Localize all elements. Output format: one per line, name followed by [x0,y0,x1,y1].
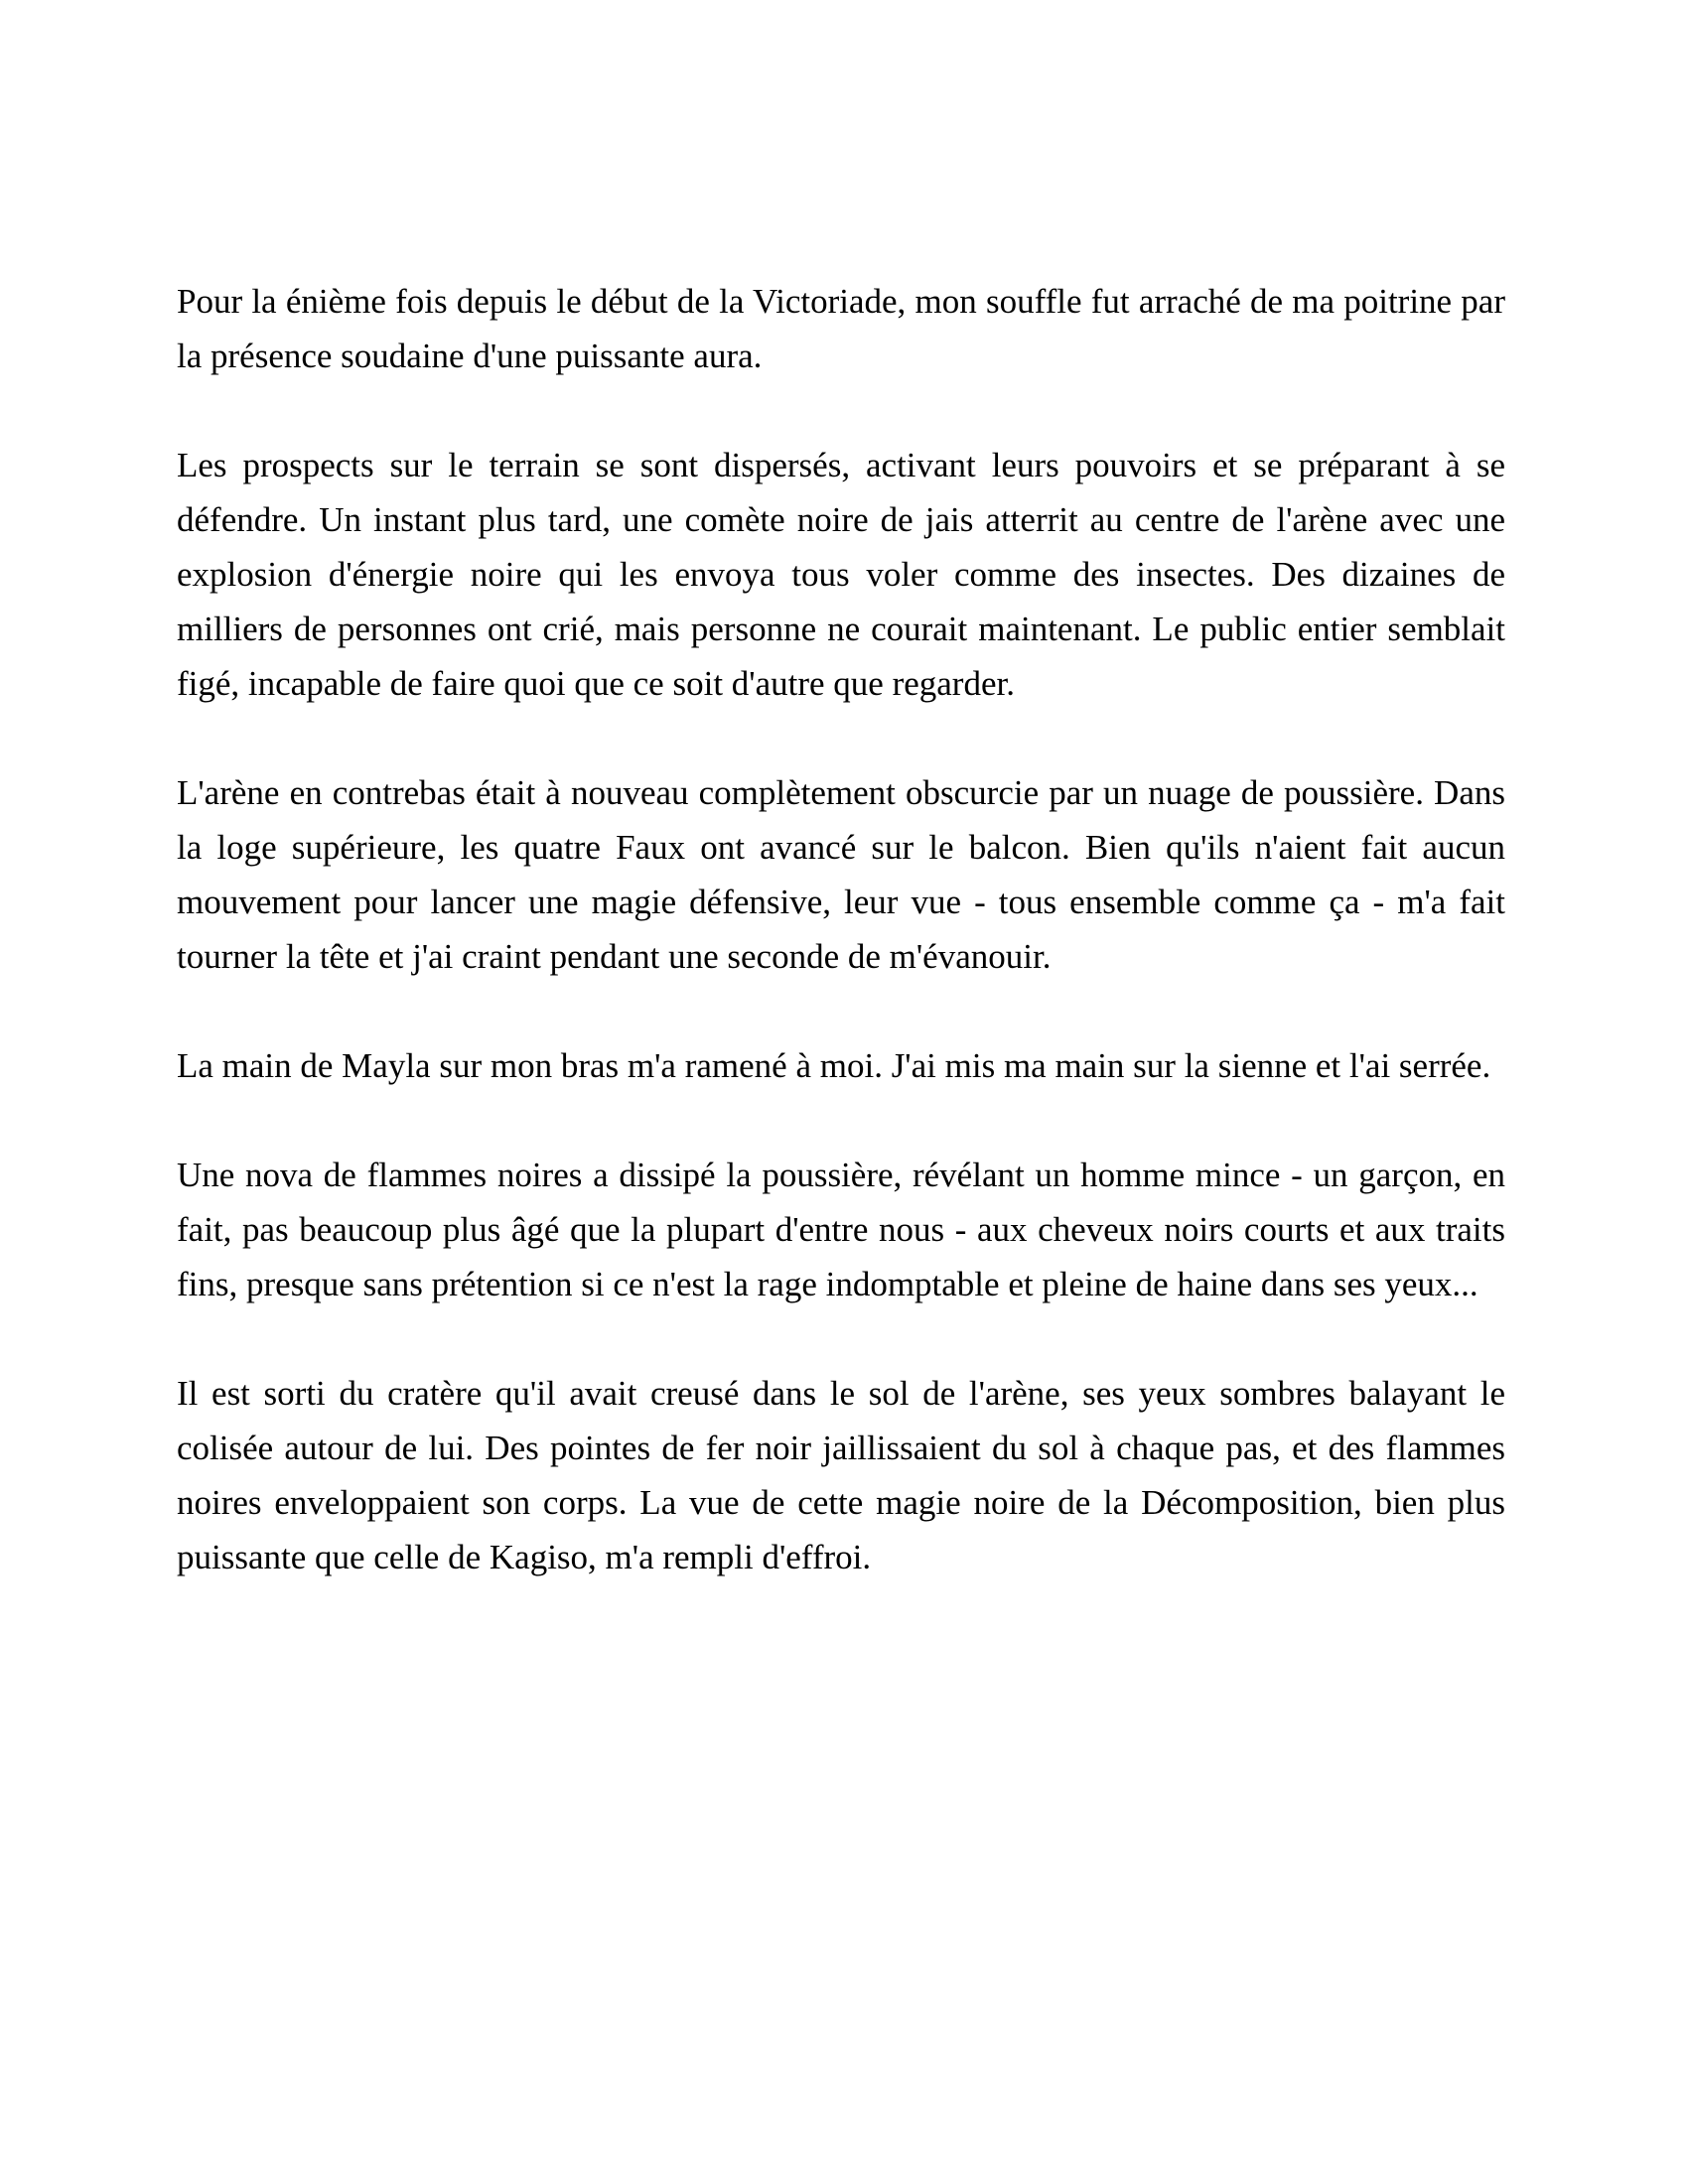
paragraph: La main de Mayla sur mon bras m'a ramené à moi. J'ai mis ma main sur la sienne et l'ai serrée. [177,1046,1491,1085]
paragraph: Pour la énième fois depuis le début de la Victoriade, mon souffle fut arraché de ma poitrine par la présence soudaine d'une puissante aura. [177,282,1505,375]
paragraph: Les prospects sur le terrain se sont dispersés, activant leurs pouvoirs et se préparant à se défendre. Un instant plus tard, une comète noire de jais atterrit au centre de l'arène avec une explosion d'énergie noire qui les envoya tous voler comme des insectes. Des dizaines de milliers de personnes ont crié, mais personne ne courait maintenant. Le public entier semblait figé, incapable de faire quoi que ce soit d'autre que regarder. [177,446,1505,703]
paragraph: Il est sorti du cratère qu'il avait creusé dans le sol de l'arène, ses yeux sombres balayant le colisée autour de lui. Des pointes de fer noir jaillissaient du sol à chaque pas, et des flammes noires enveloppaient son corps. La vue de cette magie noire de la Décomposition, bien plus puissante que celle de Kagiso, m'a rempli d'effroi. [177,1374,1505,1576]
paragraph: L'arène en contrebas était à nouveau complètement obscurcie par un nuage de poussière. Dans la loge supérieure, les quatre Faux ont avancé sur le balcon. Bien qu'ils n'aient fait aucun mouvement pour lancer une magie défensive, leur vue - tous ensemble comme ça - m'a fait tourner la tête et j'ai craint pendant une seconde de m'évanouir. [177,773,1505,976]
paragraph: Une nova de flammes noires a dissipé la poussière, révélant un homme mince - un garçon, en fait, pas beaucoup plus âgé que la plupart d'entre nous - aux cheveux noirs courts et aux traits fins, presque sans prétention si ce n'est la rage indomptable et pleine de haine dans ses yeux... [177,1156,1505,1303]
